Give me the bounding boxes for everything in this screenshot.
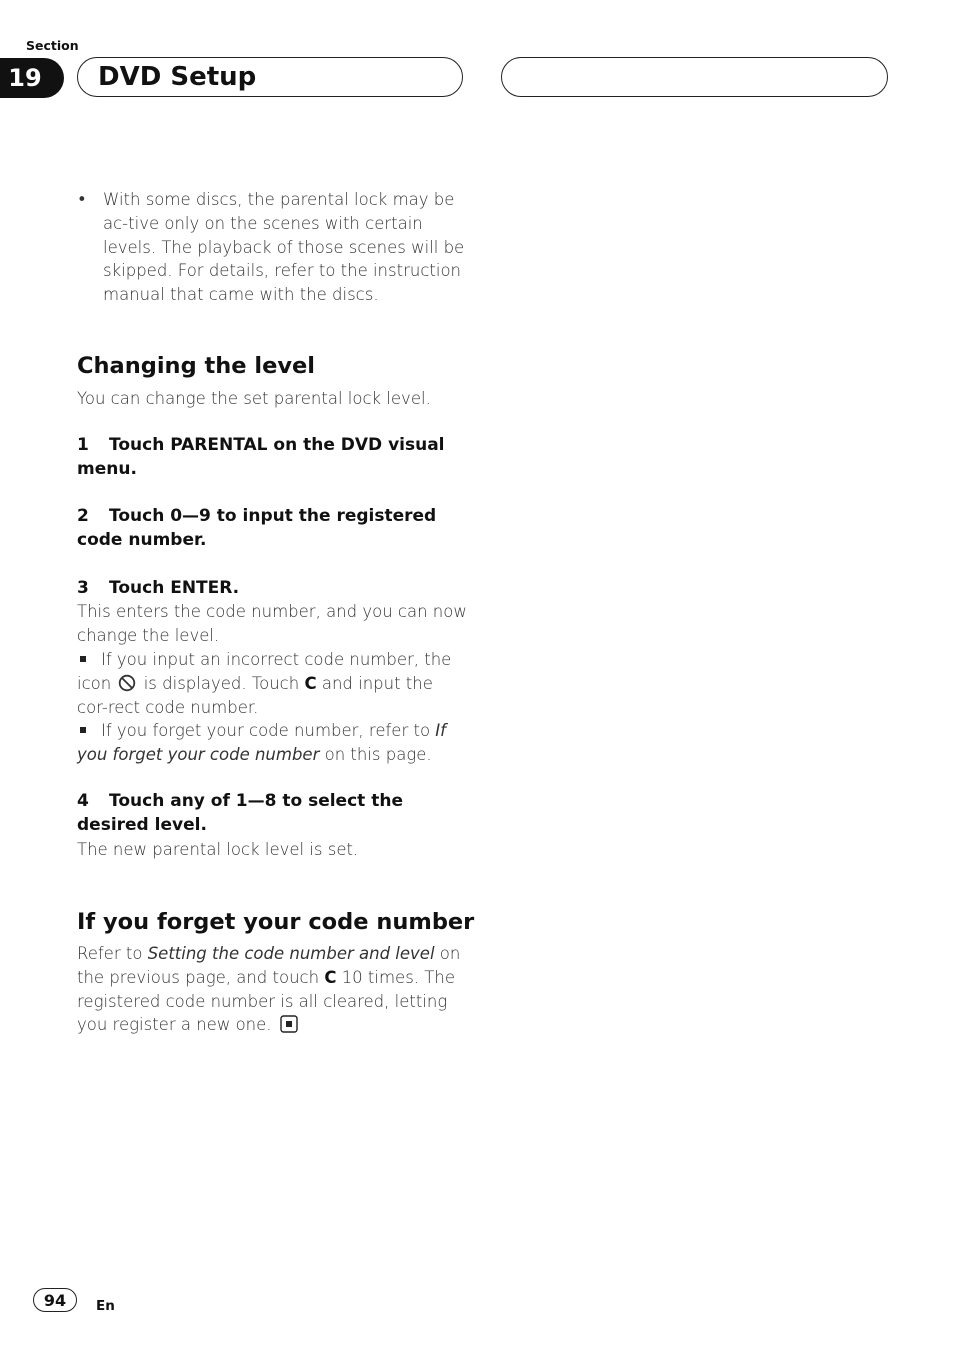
prohibited-icon — [118, 674, 136, 692]
step-3-description: This enters the code number, and you can now change the level. — [77, 602, 467, 645]
note-1-after-key: and input the cor-rect code number. — [77, 673, 433, 717]
bullet-marker: • — [77, 190, 87, 209]
step-2-text: Touch 0—9 to input the registered code number. — [77, 506, 437, 550]
forget-code-heading: If you forget your code number — [77, 909, 475, 935]
page-number: 94 — [33, 1288, 77, 1312]
page-title: DVD Setup — [77, 57, 463, 97]
note-2-after: on this page. — [324, 744, 432, 764]
step-2 — [77, 504, 467, 552]
step-4-text: Touch any of 1—8 to select the desired level. — [77, 791, 403, 835]
right-header-box — [501, 57, 888, 97]
section-label: Section — [26, 38, 79, 53]
forget-code-cross-reference: Setting the code number and level — [147, 944, 435, 963]
forget-code-paragraph — [77, 942, 465, 1037]
intro-bullet-text: With some discs, the parental lock may be ac-tive only on the scenes with certain levels. The playback of those scenes will be skipped. For details, refer to the instruction manual that came with the discs. — [103, 190, 465, 305]
forget-code-key-c: C — [324, 967, 337, 987]
step-1 — [77, 433, 467, 481]
note-square-bullet — [80, 656, 86, 662]
forget-code-before-ref: Refer to — [77, 944, 143, 963]
note-1-after-icon: is displayed. Touch — [143, 673, 300, 693]
step-1-number: 1 — [77, 435, 89, 455]
step-3-number: 3 — [77, 578, 89, 598]
note-1-key-c: C — [304, 673, 317, 693]
changing-level-heading: Changing the level — [77, 353, 315, 379]
step-1-text: Touch PARENTAL on the DVD visual menu. — [77, 435, 445, 479]
note-2-cross-reference: If you forget your code number — [77, 721, 446, 764]
step-3-note-incorrect-code — [77, 648, 457, 719]
note-2-before: If you forget your code number, refer to — [101, 721, 431, 740]
language-label: En — [96, 1298, 115, 1314]
step-4 — [77, 789, 467, 837]
forget-code-mid: on the previous page, and touch — [77, 944, 461, 987]
note-square-bullet — [80, 727, 86, 733]
forget-code-after: 10 times. The registered code number is all cleared, letting you register a new one. — [77, 967, 455, 1035]
step-2-number: 2 — [77, 506, 89, 526]
step-4-description: The new parental lock level is set. — [77, 840, 359, 859]
step-3 — [77, 576, 469, 600]
step-3-note-forget-code — [77, 719, 457, 767]
step-4-number: 4 — [77, 791, 89, 811]
note-1-before-icon: If you input an incorrect code number, the icon — [77, 650, 452, 693]
step-3-text: Touch ENTER. — [109, 578, 240, 598]
section-number-tab: 19 — [0, 58, 64, 98]
changing-level-intro: You can change the set parental lock level. — [77, 389, 431, 408]
end-of-section-icon — [280, 1015, 298, 1033]
